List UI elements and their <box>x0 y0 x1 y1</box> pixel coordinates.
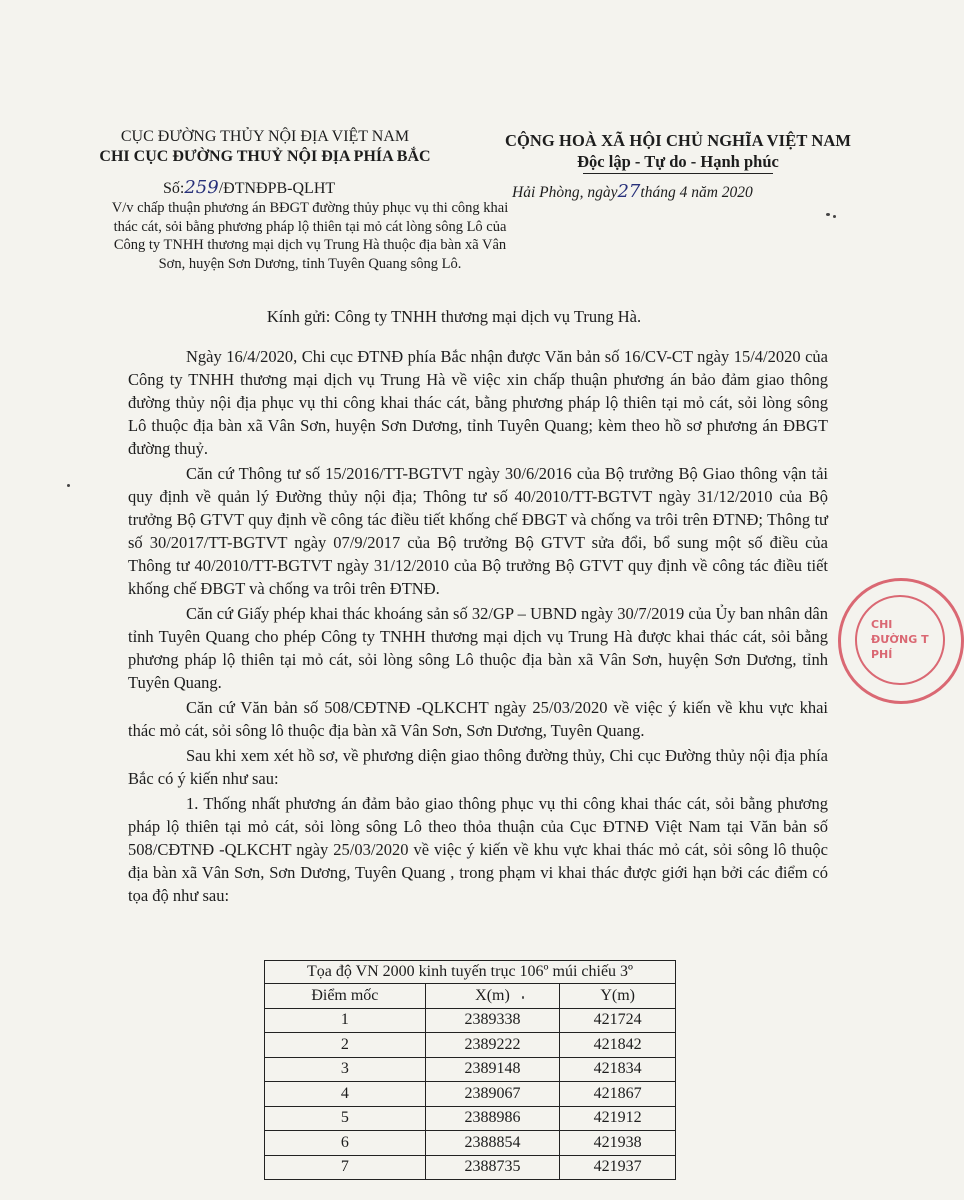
x-cell: 2389222 <box>425 1033 560 1058</box>
scan-speck <box>833 215 836 218</box>
table-header-row <box>265 984 676 1009</box>
y-cell: 421867 <box>560 1082 676 1107</box>
document-number <box>163 177 335 198</box>
table-row <box>265 1057 676 1082</box>
y-cell: 421842 <box>560 1033 676 1058</box>
scan-speck <box>67 484 70 487</box>
table-row <box>265 1033 676 1058</box>
national-motto: Độc lập - Tự do - Hạnh phúc <box>577 152 779 171</box>
date-suffix: tháng 4 năm 2020 <box>640 184 753 201</box>
motto-underline <box>583 173 773 174</box>
issuing-agency-block <box>70 127 460 167</box>
doc-number-handwritten: 259 <box>184 177 219 198</box>
x-cell: 2388986 <box>425 1106 560 1131</box>
y-cell: 421938 <box>560 1131 676 1156</box>
table-row <box>265 1082 676 1107</box>
body-paragraph: Căn cứ Văn bản số 508/CĐTNĐ -QLKCHT ngày 25/03/2020 về việc ý kiến về khu vực khai thác mỏ cát, sỏi sông lô thuộc địa bàn xã Vân Sơn, Sơn Dương, Tuyên Quang. <box>128 698 828 740</box>
y-cell: 421937 <box>560 1155 676 1180</box>
header-y: Y(m) <box>560 984 676 1009</box>
table-row <box>265 1155 676 1180</box>
header-point: Điểm mốc <box>265 984 426 1009</box>
agency-name: CỤC ĐƯỜNG THỦY NỘI ĐỊA VIỆT NAM <box>120 128 410 145</box>
national-header-block <box>468 130 888 174</box>
point-cell: 5 <box>265 1106 426 1131</box>
sub-agency-name: CHI CỤC ĐƯỜNG THUỶ NỘI ĐỊA PHÍA BẮC <box>99 148 431 165</box>
table-row <box>265 1008 676 1033</box>
point-cell: 6 <box>265 1131 426 1156</box>
y-cell: 421724 <box>560 1008 676 1033</box>
date-prefix: Hải Phòng, ngày <box>512 184 618 201</box>
x-cell: 2389067 <box>425 1082 560 1107</box>
body-paragraph: Ngày 16/4/2020, Chi cục ĐTNĐ phía Bắc nhận được Văn bản số 16/CV-CT ngày 15/4/2020 của Công ty TNHH thương mại dịch vụ Trung Hà về việc xin chấp thuận phương án bảo đảm giao thông đường thủy nội địa phục vụ thi công khai thác cát, bằng phương pháp lộ thiên tại mỏ cát, sỏi lòng sông Lô thuộc địa bàn xã Vân Sơn, huyện Sơn Dương, tỉnh Tuyên Quang; kèm theo hồ sơ phương án ĐBGT đường thuỷ. <box>128 347 828 458</box>
header-x: X(m) <box>425 984 560 1009</box>
body-paragraph: 1. Thống nhất phương án đảm bảo giao thông phục vụ thi công khai thác cát, sỏi bằng phương pháp lộ thiên tại mỏ cát, sỏi lòng sông Lô theo thỏa thuận của Cục ĐTNĐ Việt Nam tại Văn bản số 508/CĐTNĐ -QLKCHT ngày 25/03/2020 về việc ý kiến về khu vực khai thác mỏ cát, sỏi sông lô thuộc địa bàn xã Vân Sơn, Sơn Dương, Tuyên Quang , trong phạm vi khai thác được giới hạn bởi các điểm có tọa độ như sau: <box>128 794 828 905</box>
point-cell: 4 <box>265 1082 426 1107</box>
seal-text: CHI ĐƯỜNG T PHÍ <box>871 618 929 661</box>
x-cell: 2389338 <box>425 1008 560 1033</box>
recipient-line: Kính gửi: Công ty TNHH thương mại dịch vụ Trung Hà. <box>266 307 642 326</box>
document-subject: V/v chấp thuận phương án BĐGT đường thủy phục vụ thi công khai thác cát, sỏi bằng phương pháp lộ thiên tại mỏ cát lòng sông Lô của Công ty TNHH thương mại dịch vụ Trung Hà thuộc địa bàn xã Vân Sơn, huyện Sơn Dương, tỉnh Tuyên Quang sông Lô. <box>111 200 509 272</box>
doc-number-prefix: Số: <box>163 180 185 197</box>
body-paragraph: Căn cứ Giấy phép khai thác khoáng sản số 32/GP – UBND ngày 30/7/2019 của Ủy ban nhân dân tỉnh Tuyên Quang cho phép Công ty TNHH thương mại dịch vụ Trung Hà được khai thác cát, sỏi bằng phương pháp lộ thiên tại mỏ cát, sỏi lòng sông Lô thuộc địa bàn xã Vân Sơn, huyện Sơn Dương, tỉnh Tuyên Quang. <box>128 604 828 692</box>
table-caption: Tọa độ VN 2000 kinh tuyến trục 106º múi chiếu 3º <box>265 961 676 984</box>
official-seal-stamp <box>838 578 964 704</box>
point-cell: 2 <box>265 1033 426 1058</box>
x-cell: 2388735 <box>425 1155 560 1180</box>
document-date <box>512 181 753 202</box>
table-row <box>265 1131 676 1156</box>
scan-speck <box>522 996 524 999</box>
x-cell: 2389148 <box>425 1057 560 1082</box>
coordinates-table <box>264 960 676 1180</box>
table-row <box>265 1106 676 1131</box>
body-paragraph: Sau khi xem xét hồ sơ, về phương diện giao thông đường thủy, Chi cục Đường thủy nội địa phía Bắc có ý kiến như sau: <box>128 746 828 788</box>
date-day-handwritten: 27 <box>617 181 641 202</box>
y-cell: 421834 <box>560 1057 676 1082</box>
point-cell: 3 <box>265 1057 426 1082</box>
scan-speck <box>826 213 830 216</box>
document-body <box>128 345 828 909</box>
point-cell: 1 <box>265 1008 426 1033</box>
y-cell: 421912 <box>560 1106 676 1131</box>
point-cell: 7 <box>265 1155 426 1180</box>
doc-number-suffix: /ĐTNĐPB-QLHT <box>218 180 336 197</box>
body-paragraph: Căn cứ Thông tư số 15/2016/TT-BGTVT ngày 30/6/2016 của Bộ trưởng Bộ Giao thông vận tải quy định về quản lý Đường thủy nội địa; Thông tư số 40/2010/TT-BGTVT ngày 31/12/2010 của Bộ trưởng Bộ GTVT quy định về công tác điều tiết khống chế ĐBGT và chống va trôi trên ĐTNĐ; Thông tư số 30/2017/TT-BGTVT ngày 07/9/2017 của Bộ trưởng Bộ GTVT sửa đổi, bổ sung một số điều của Thông tư 40/2010/TT-BGTVT ngày 31/12/2010 của Bộ trưởng Bộ GTVT quy định về công tác điều tiết khống chế ĐBGT và chống va trôi trên ĐTNĐ. <box>128 464 828 598</box>
x-cell: 2388854 <box>425 1131 560 1156</box>
nation-title: CỘNG HOÀ XÃ HỘI CHỦ NGHĨA VIỆT NAM <box>504 131 852 150</box>
